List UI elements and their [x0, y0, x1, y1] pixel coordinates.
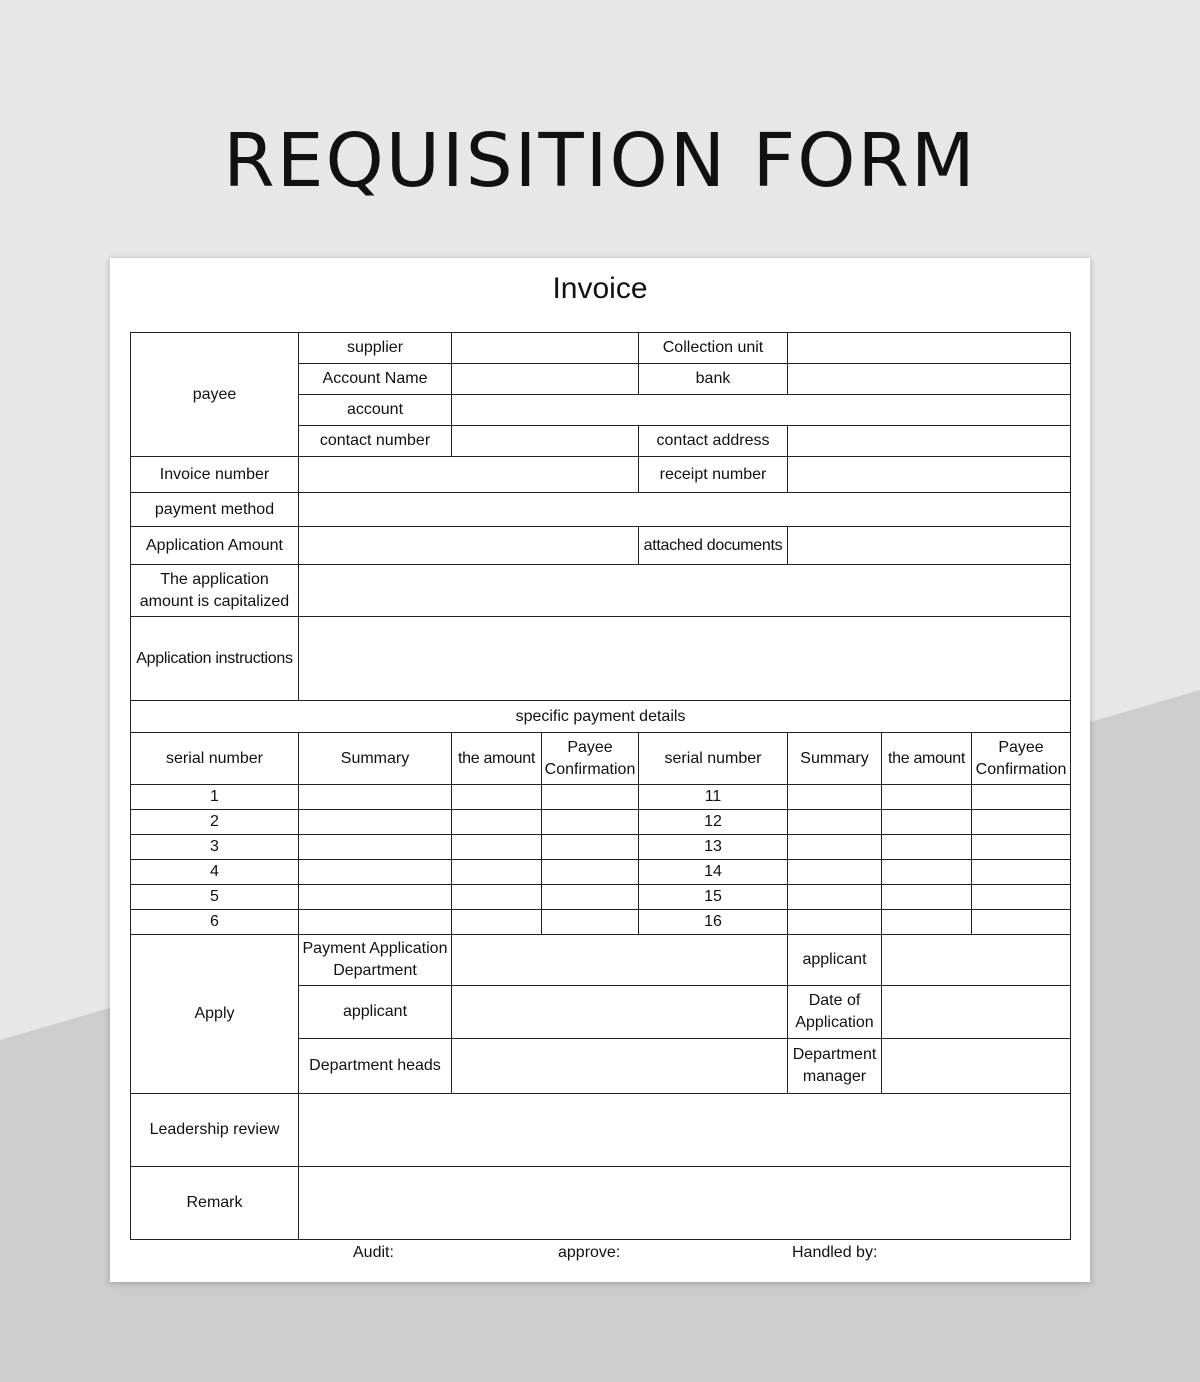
- payment-method-label: payment method: [131, 493, 299, 527]
- serial-cell: 5: [131, 885, 299, 910]
- collection-unit-field[interactable]: [788, 333, 1071, 364]
- applicant-label: applicant: [299, 986, 452, 1039]
- summary-cell[interactable]: [788, 810, 882, 835]
- amount-cell[interactable]: [452, 785, 542, 810]
- confirmation-cell[interactable]: [542, 810, 639, 835]
- confirmation-cell[interactable]: [972, 860, 1071, 885]
- serial-cell: 13: [639, 835, 788, 860]
- serial-cell: 4: [131, 860, 299, 885]
- form-sheet: [110, 258, 1090, 1282]
- application-instructions-field[interactable]: [299, 617, 1071, 701]
- amount-cell[interactable]: [452, 910, 542, 935]
- applicant-field[interactable]: [452, 986, 788, 1039]
- serial-cell: 6: [131, 910, 299, 935]
- confirmation-cell[interactable]: [542, 910, 639, 935]
- serial-cell: 3: [131, 835, 299, 860]
- summary-cell[interactable]: [299, 860, 452, 885]
- department-heads-field[interactable]: [452, 1039, 788, 1094]
- table-row: [131, 885, 1071, 910]
- serial-cell: 11: [639, 785, 788, 810]
- payment-department-label: Payment Application Department: [299, 935, 452, 986]
- bank-label: bank: [639, 364, 788, 395]
- attached-documents-field[interactable]: [788, 527, 1071, 565]
- account-field[interactable]: [452, 395, 1071, 426]
- collection-unit-label: Collection unit: [639, 333, 788, 364]
- applicant-right-label: applicant: [788, 935, 882, 986]
- audit-label: Audit:: [353, 1244, 394, 1261]
- summary-cell[interactable]: [788, 910, 882, 935]
- payment-method-field[interactable]: [299, 493, 1071, 527]
- serial-cell: 16: [639, 910, 788, 935]
- approve-label: approve:: [558, 1244, 621, 1261]
- confirmation-cell[interactable]: [542, 860, 639, 885]
- date-of-application-field[interactable]: [882, 986, 1071, 1039]
- confirmation-cell[interactable]: [542, 885, 639, 910]
- confirmation-cell[interactable]: [972, 785, 1071, 810]
- table-row: [131, 910, 1071, 935]
- serial-cell: 15: [639, 885, 788, 910]
- amount-cell[interactable]: [452, 810, 542, 835]
- header-summary: Summary: [299, 733, 452, 785]
- department-heads-label: Department heads: [299, 1039, 452, 1094]
- department-manager-field[interactable]: [882, 1039, 1071, 1094]
- amount-capitalized-field[interactable]: [299, 565, 1071, 617]
- serial-cell: 1: [131, 785, 299, 810]
- amount-cell[interactable]: [452, 835, 542, 860]
- amount-cell[interactable]: [452, 885, 542, 910]
- bank-field[interactable]: [788, 364, 1071, 395]
- confirmation-cell[interactable]: [972, 810, 1071, 835]
- summary-cell[interactable]: [788, 835, 882, 860]
- amount-cell[interactable]: [882, 860, 972, 885]
- confirmation-cell[interactable]: [542, 835, 639, 860]
- contact-address-field[interactable]: [788, 426, 1071, 457]
- account-label: account: [299, 395, 452, 426]
- application-amount-field[interactable]: [299, 527, 639, 565]
- invoice-number-label: Invoice number: [131, 457, 299, 493]
- remark-label: Remark: [131, 1167, 299, 1240]
- application-instructions-label: Application instructions: [131, 617, 299, 701]
- serial-cell: 12: [639, 810, 788, 835]
- account-name-field[interactable]: [452, 364, 639, 395]
- contact-number-label: contact number: [299, 426, 452, 457]
- attached-documents-label: attached documents: [639, 527, 788, 565]
- header-serial-number-2: serial number: [639, 733, 788, 785]
- receipt-number-field[interactable]: [788, 457, 1071, 493]
- supplier-label: supplier: [299, 333, 452, 364]
- page-title: REQUISITION FORM: [223, 118, 977, 204]
- table-row: [131, 810, 1071, 835]
- invoice-number-field[interactable]: [299, 457, 639, 493]
- receipt-number-label: receipt number: [639, 457, 788, 493]
- header-summary-2: Summary: [788, 733, 882, 785]
- amount-capitalized-label: The application amount is capitalized: [131, 565, 299, 617]
- summary-cell[interactable]: [299, 835, 452, 860]
- serial-cell: 14: [639, 860, 788, 885]
- header-payee-confirmation: Payee Confirmation: [542, 733, 639, 785]
- header-amount: the amount: [452, 733, 542, 785]
- handled-by-label: Handled by:: [792, 1244, 878, 1261]
- supplier-field[interactable]: [452, 333, 639, 364]
- summary-cell[interactable]: [299, 810, 452, 835]
- summary-cell[interactable]: [299, 785, 452, 810]
- summary-cell[interactable]: [299, 910, 452, 935]
- amount-cell[interactable]: [452, 860, 542, 885]
- payment-details-title: specific payment details: [131, 701, 1071, 733]
- summary-cell[interactable]: [788, 860, 882, 885]
- confirmation-cell[interactable]: [972, 885, 1071, 910]
- apply-label: Apply: [131, 935, 299, 1094]
- header-serial-number: serial number: [131, 733, 299, 785]
- confirmation-cell[interactable]: [972, 835, 1071, 860]
- amount-cell[interactable]: [882, 910, 972, 935]
- requisition-table: [130, 332, 1071, 1240]
- leadership-review-label: Leadership review: [131, 1094, 299, 1167]
- header-amount-2: the amount: [882, 733, 972, 785]
- department-manager-label: Department manager: [788, 1039, 882, 1094]
- table-row: [131, 835, 1071, 860]
- amount-cell[interactable]: [882, 810, 972, 835]
- contact-address-label: contact address: [639, 426, 788, 457]
- header-payee-confirmation-2: Payee Confirmation: [972, 733, 1071, 785]
- leadership-review-field[interactable]: [299, 1094, 1071, 1167]
- document-title: Invoice: [552, 272, 648, 305]
- table-row: [131, 860, 1071, 885]
- summary-cell[interactable]: [788, 785, 882, 810]
- amount-cell[interactable]: [882, 885, 972, 910]
- contact-number-field[interactable]: [452, 426, 639, 457]
- payee-label: payee: [131, 333, 299, 457]
- confirmation-cell[interactable]: [972, 910, 1071, 935]
- amount-cell[interactable]: [882, 785, 972, 810]
- summary-cell[interactable]: [788, 885, 882, 910]
- account-name-label: Account Name: [299, 364, 452, 395]
- applicant-right-field[interactable]: [882, 935, 1071, 986]
- table-row: [131, 785, 1071, 810]
- summary-cell[interactable]: [299, 885, 452, 910]
- date-of-application-label: Date of Application: [788, 986, 882, 1039]
- confirmation-cell[interactable]: [542, 785, 639, 810]
- amount-cell[interactable]: [882, 835, 972, 860]
- application-amount-label: Application Amount: [131, 527, 299, 565]
- remark-field[interactable]: [299, 1167, 1071, 1240]
- payment-department-field[interactable]: [452, 935, 788, 986]
- serial-cell: 2: [131, 810, 299, 835]
